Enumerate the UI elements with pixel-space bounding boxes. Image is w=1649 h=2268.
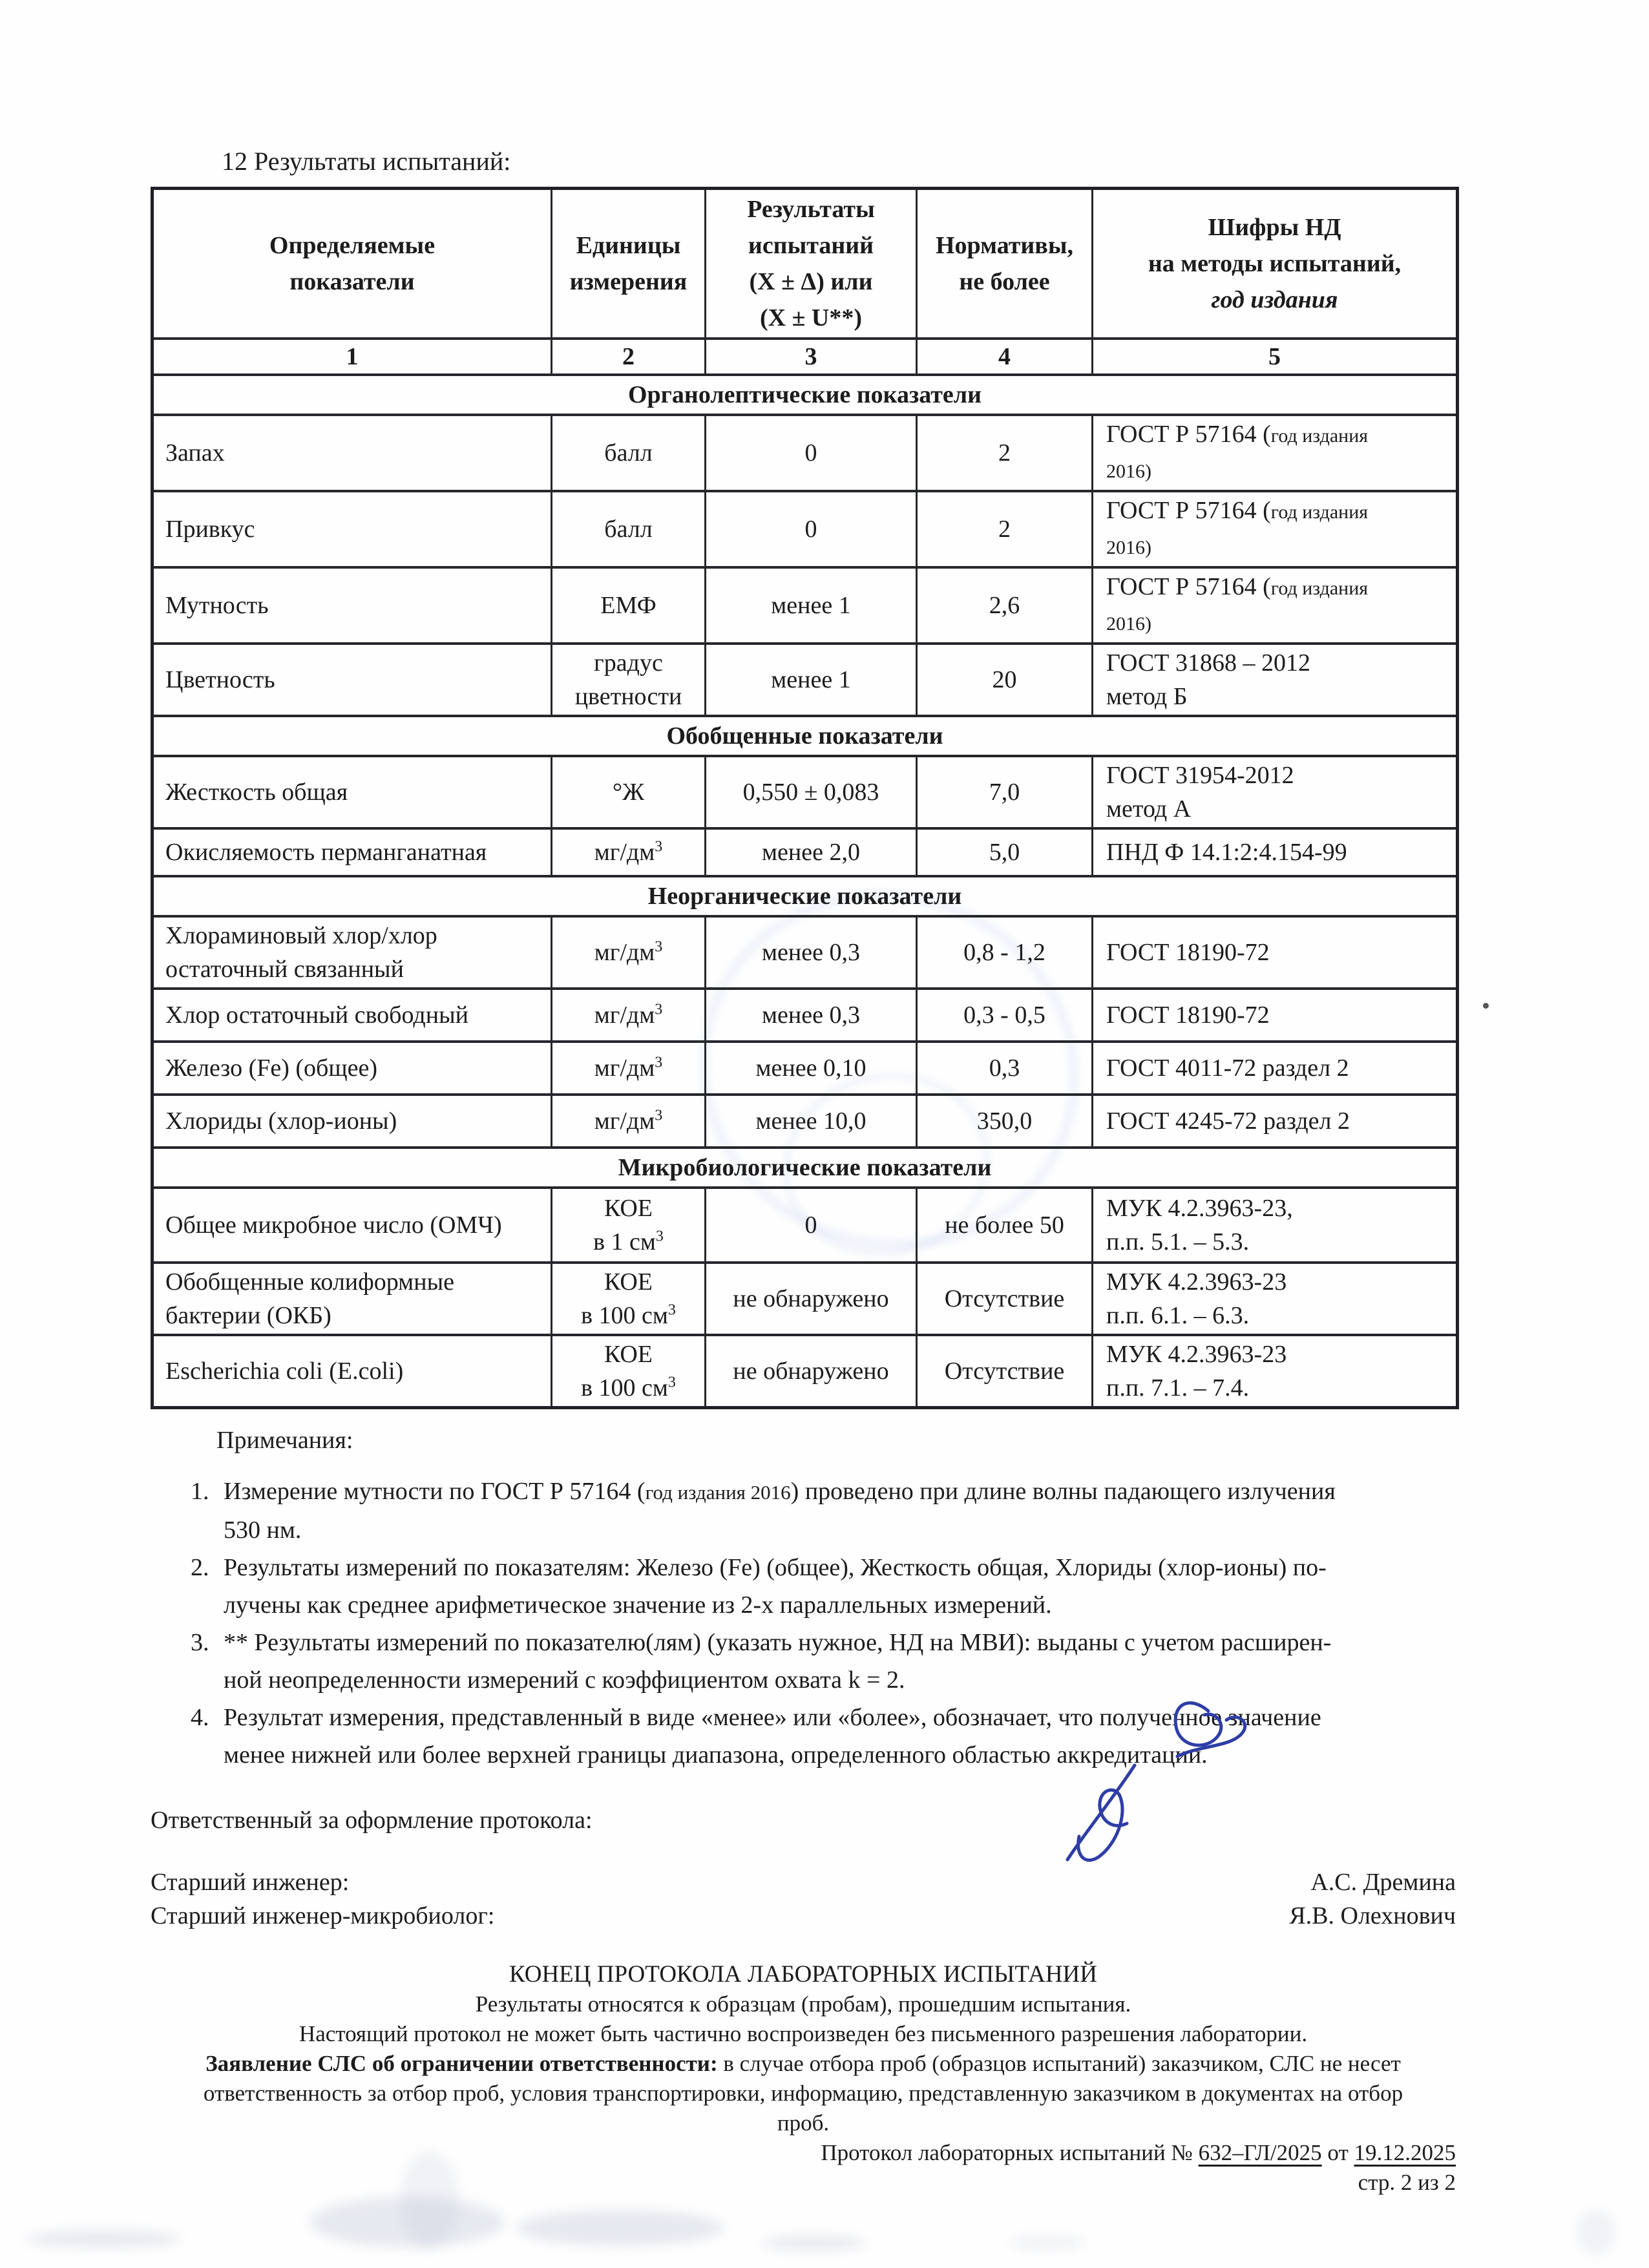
signer-name: Я.В. Олехнович: [1289, 1902, 1456, 1929]
norm-cell: Отсутствие: [917, 1335, 1093, 1408]
unit-cell: КОЕ в 100 $см^3$: [552, 1263, 706, 1335]
norm-cell: 350,0: [917, 1095, 1093, 1148]
table-row: [152, 644, 1458, 716]
norm-cell: 2,6: [917, 567, 1093, 644]
norm-cell: не более 50: [917, 1188, 1093, 1263]
result-cell: не обнаружено: [706, 1263, 917, 1335]
table-row: [152, 828, 1458, 876]
note-number: 4.: [191, 1704, 209, 1731]
note-line: ной неопределенности измерений с коэффициентом охвата k = 2.: [224, 1666, 905, 1694]
param-name-cell: Escherichia coli (E.coli): [152, 1335, 552, 1408]
method-cell: ГОСТ Р 57164 (год издания 2016): [1093, 415, 1458, 491]
protocol-date: 19.12.2025: [1354, 2140, 1456, 2165]
param-name-cell: Хлораминовый хлор/хлор остаточный связанный: [152, 916, 552, 989]
section-header-row: [152, 1148, 1458, 1188]
signature-engineer: [1175, 1703, 1245, 1756]
note-line: Измерение мутности по ГОСТ Р 57164 (год издания 2016) проведено при длине волны падающего излучения: [224, 1478, 1336, 1505]
result-cell: не обнаружено: [706, 1335, 917, 1408]
section-title: Неорганические показатели: [152, 876, 1458, 916]
method-cell: МУК 4.2.3963-23 п.п. 6.1. – 6.3.: [1093, 1263, 1458, 1335]
table-row: [152, 1042, 1458, 1095]
note: [151, 1549, 1456, 1624]
note-number: 1.: [191, 1478, 209, 1505]
note-line: лучены как среднее арифметическое значение из 2-х параллельных измерений.: [224, 1591, 1052, 1619]
column-number-cell: 2: [552, 339, 706, 375]
section-header-row: [152, 876, 1458, 916]
norm-cell: 7,0: [917, 756, 1093, 828]
section-title: Микробиологические показатели: [152, 1148, 1458, 1188]
param-name-cell: Обобщенные колиформные бактерии (ОКБ): [152, 1263, 552, 1335]
protocol-number: 632–ГЛ/2025: [1198, 2140, 1322, 2165]
column-number-cell: 5: [1093, 339, 1458, 375]
scan-smudge: [1008, 2237, 1086, 2249]
note-line: Результаты измерений по показателям: Железо (Fe) (общее), Жесткость общая, Хлориды (хлор-ионы) по-: [224, 1554, 1327, 1581]
result-cell: менее 0,10: [706, 1042, 917, 1095]
result-cell: менее 10,0: [706, 1095, 917, 1148]
column-number-cell: 4: [917, 339, 1093, 375]
param-name-cell: Цветность: [152, 644, 552, 716]
signature-microbiologist: [1067, 1765, 1135, 1860]
signer-label: Старший инженер-микробиолог:: [151, 1902, 495, 1929]
method-cell: МУК 4.2.3963-23, п.п. 5.1. – 5.3.: [1093, 1188, 1458, 1263]
note-number: 3.: [191, 1629, 209, 1656]
unit-cell: $мг/дм^3$: [552, 989, 706, 1042]
unit-cell: $мг/дм^3$: [552, 1095, 706, 1148]
norm-cell: 0,3 - 0,5: [917, 989, 1093, 1042]
method-cell: ГОСТ 4011-72 раздел 2: [1093, 1042, 1458, 1095]
method-cell: ГОСТ Р 57164 (год издания 2016): [1093, 491, 1458, 567]
param-name-cell: Окисляемость перманганатная: [152, 828, 552, 876]
header-cell-2: Единицы измерения: [552, 189, 706, 339]
method-cell: ГОСТ 31954-2012 метод А: [1093, 756, 1458, 828]
param-name-cell: Запах: [152, 415, 552, 491]
norm-cell: Отсутствие: [917, 1263, 1093, 1335]
scan-smudge: [517, 2210, 724, 2246]
unit-cell: $мг/дм^3$: [552, 1042, 706, 1095]
param-name-cell: Жесткость общая: [152, 756, 552, 828]
column-numbers-row: [152, 339, 1458, 375]
disclaimer-line: проб.: [777, 2110, 830, 2136]
note-line: 530 нм.: [224, 1517, 302, 1544]
method-cell: ГОСТ 18190-72: [1093, 989, 1458, 1042]
header-cell-1: Определяемые показатели: [152, 189, 552, 339]
note: [151, 1473, 1456, 1549]
result-cell: менее 0,3: [706, 916, 917, 989]
table-row: [152, 1335, 1458, 1408]
unit-cell: $мг/дм^3$: [552, 828, 706, 876]
end-of-protocol-line: КОНЕЦ ПРОТОКОЛА ЛАБОРАТОРНЫХ ИСПЫТАНИЙ: [509, 1961, 1097, 1988]
signatures-ink: [1014, 1686, 1350, 1880]
header-cell-4: Нормативы, не более: [917, 189, 1093, 339]
note-number: 2.: [191, 1554, 209, 1581]
norm-cell: 2: [917, 415, 1093, 491]
table-row: [152, 415, 1458, 491]
param-name-cell: Общее микробное число (ОМЧ): [152, 1188, 552, 1263]
protocol-number-line: Протокол лабораторных испытаний № 632–ГЛ/2025 от 19.12.2025: [821, 2140, 1456, 2165]
param-name-cell: Привкус: [152, 491, 552, 567]
responsible-label: Ответственный за оформление протокола:: [151, 1807, 593, 1834]
method-cell: ПНД Ф 14.1:2:4.154-99: [1093, 828, 1458, 876]
table-row: [152, 756, 1458, 828]
notes-label: Примечания:: [216, 1427, 353, 1454]
table-row: [152, 491, 1458, 567]
result-cell: 0: [706, 1188, 917, 1263]
method-cell: ГОСТ 31868 – 2012 метод Б: [1093, 644, 1458, 716]
unit-cell: КОЕ в 1 $см^3$: [552, 1188, 706, 1263]
table-row: [152, 567, 1458, 644]
section-title: Обобщенные показатели: [152, 716, 1458, 756]
table-row: [152, 916, 1458, 989]
section-header-row: [152, 375, 1458, 415]
footer-line-reproduction: Настоящий протокол не может быть частично воспроизведен без письменного разрешения лаборатории.: [299, 2021, 1308, 2046]
unit-cell: КОЕ в 100 $см^3$: [552, 1335, 706, 1408]
norm-cell: 0,8 - 1,2: [917, 916, 1093, 989]
disclaimer-line: ответственность за отбор проб, условия транспортировки, информацию, представленную заказчиком в документах на отбор: [203, 2081, 1403, 2106]
section-header-row: [152, 716, 1458, 756]
unit-cell: балл: [552, 491, 706, 567]
note-line: менее нижней или более верхней границы диапазона, определенного областью аккредитации.: [224, 1741, 1208, 1769]
norm-cell: 2: [917, 491, 1093, 567]
column-number-cell: 3: [706, 339, 917, 375]
unit-cell: балл: [552, 415, 706, 491]
header-cell-5: Шифры НД на методы испытаний, год издания: [1093, 189, 1458, 339]
disclaimer-line: Заявление СЛС об ограничении ответственности: в случае отбора проб (образцов испытаний) заказчиком, СЛС не несет: [205, 2051, 1401, 2076]
param-name-cell: Хлор остаточный свободный: [152, 989, 552, 1042]
param-name-cell: Железо (Fe) (общее): [152, 1042, 552, 1095]
note-line: ** Результаты измерений по показателю(лям) (указать нужное, НД на МВИ): выданы с учетом расширен-: [224, 1629, 1332, 1656]
ink-dot-artifact: [1483, 1003, 1489, 1009]
signer-row: [151, 1899, 1456, 1933]
section-title: 12 Результаты испытаний:: [222, 147, 511, 176]
result-cell: 0: [706, 415, 917, 491]
result-cell: 0: [706, 491, 917, 567]
scan-smudge: [1577, 2210, 1615, 2255]
section-title: Органолептические показатели: [152, 375, 1458, 415]
result-cell: менее 1: [706, 644, 917, 716]
results-table: [151, 187, 1459, 1409]
column-number-cell: 1: [152, 339, 552, 375]
result-cell: менее 0,3: [706, 989, 917, 1042]
param-name-cell: Хлориды (хлор-ионы): [152, 1095, 552, 1148]
result-cell: 0,550 ± 0,083: [706, 756, 917, 828]
unit-cell: °Ж: [552, 756, 706, 828]
unit-cell: $мг/дм^3$: [552, 916, 706, 989]
method-cell: ГОСТ 4245-72 раздел 2: [1093, 1095, 1458, 1148]
footer-line-results: Результаты относятся к образцам (пробам), прошедшим испытания.: [475, 1991, 1131, 2017]
table-row: [152, 1095, 1458, 1148]
method-cell: ГОСТ Р 57164 (год издания 2016): [1093, 567, 1458, 644]
method-cell: МУК 4.2.3963-23 п.п. 7.1. – 7.4.: [1093, 1335, 1458, 1408]
table-row: [152, 1263, 1458, 1335]
result-cell: менее 1: [706, 567, 917, 644]
unit-cell: градус цветности: [552, 644, 706, 716]
method-cell: ГОСТ 18190-72: [1093, 916, 1458, 989]
signer-name: А.С. Дремина: [1310, 1869, 1456, 1896]
note-line: Результат измерения, представленный в виде «менее» или «более», обозначает, что полученное значение: [224, 1704, 1321, 1731]
norm-cell: 20: [917, 644, 1093, 716]
footer: [151, 1960, 1456, 2198]
scan-smudge: [762, 2236, 866, 2250]
param-name-cell: Мутность: [152, 567, 552, 644]
table-row: [152, 1188, 1458, 1263]
scan-smudge: [26, 2231, 181, 2247]
header-cell-3: Результаты испытаний (X ± Δ) или (X ± U**): [706, 189, 917, 339]
norm-cell: 0,3: [917, 1042, 1093, 1095]
table-row: [152, 989, 1458, 1042]
page-number: стр. 2 из 2: [1358, 2170, 1456, 2195]
table-header-row: [152, 189, 1458, 339]
unit-cell: ЕМФ: [552, 567, 706, 644]
norm-cell: 5,0: [917, 828, 1093, 876]
signer-label: Старший инженер:: [151, 1869, 350, 1896]
result-cell: менее 2,0: [706, 828, 917, 876]
